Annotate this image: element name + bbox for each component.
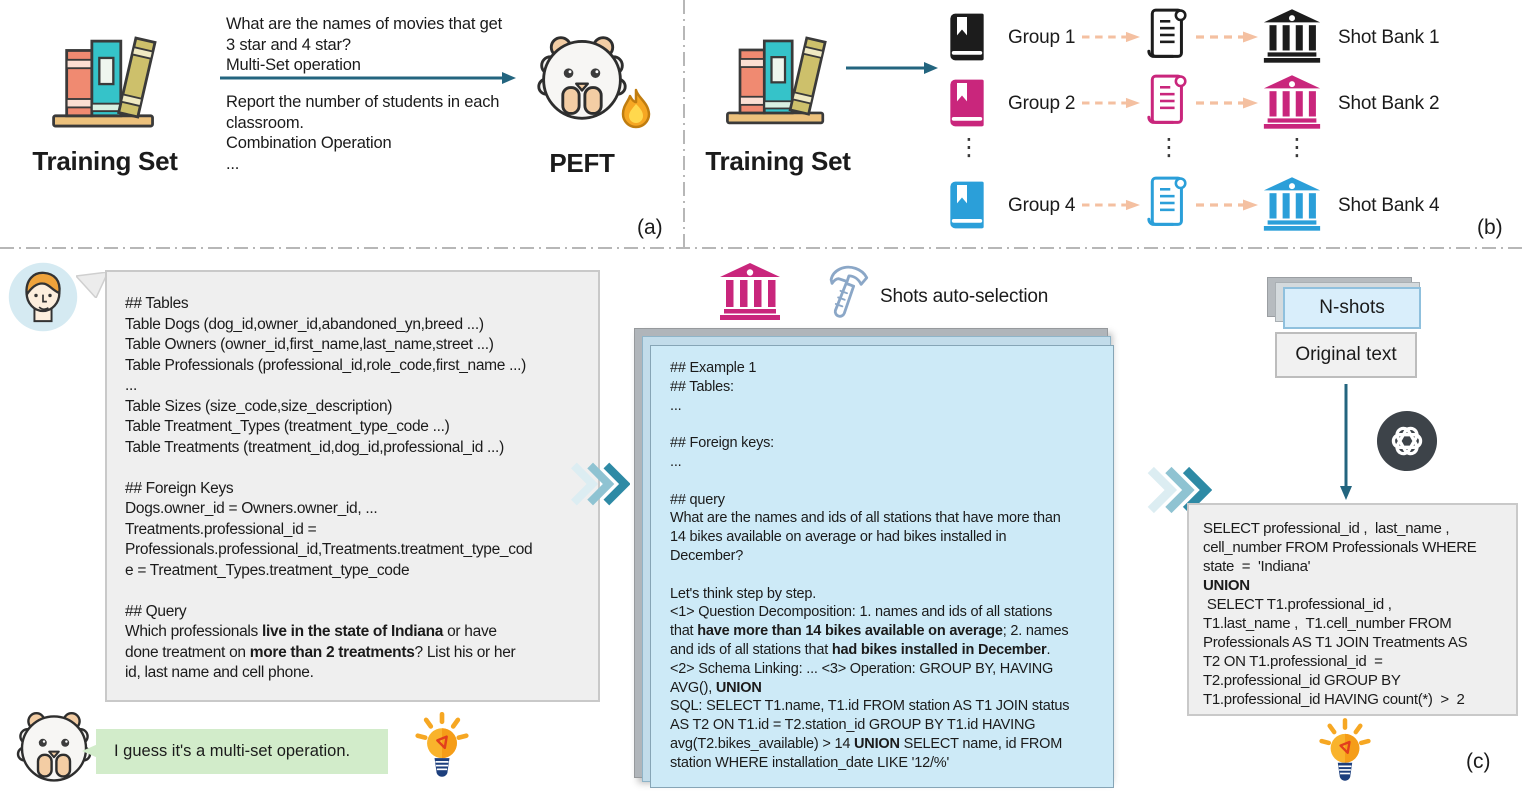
scroll-icon (1142, 6, 1190, 64)
training-set-books-icon-b (722, 24, 830, 129)
bank-icon (1262, 8, 1322, 63)
shot-bank-row-1 (940, 6, 1523, 70)
training-arrow-a (220, 71, 516, 85)
panel-divider-vertical (683, 0, 685, 248)
dashed-arrow-icon (1196, 199, 1258, 211)
hamster-peft-icon (534, 30, 630, 124)
ellipsis-banks: ⋮ (1285, 134, 1309, 161)
group-book-icon (942, 10, 992, 64)
training-set-label-a: Training Set (32, 146, 178, 176)
shot-bank-row-4 (940, 174, 1523, 238)
gpt-input-arrow (1338, 384, 1354, 500)
panel-c-tag: (c) (1466, 750, 1491, 773)
scroll-icon (1142, 174, 1190, 232)
shots-auto-selection-label: Shots auto-selection (880, 286, 1049, 307)
prompt-box: ## Tables Table Dogs (dog_id,owner_id,abandoned_yn,breed ...) Table Owners (owner_id,first_name,last_name,street ...) Table Professionals (professional_id,role_code,first_name ...) ... Table Sizes (size_code,size_description) Table Treatment_Types (treatment_type_code ...) Table Treatments (treatment_id,dog_id,professional_id ...) ## Foreign Keys Dogs.owner_id = Owners.owner_id, ... Treatments.professional_id = Professionals.professional_id,Treatments.treatment_type_cod e = Treatment_Types.treatment_type_code ## Query Which professionals live in the state of Indiana or have done treatment on more than 2 treatments? List his or her id, last name and cell phone. (105, 270, 600, 702)
group-label: Group 2 (1008, 93, 1076, 114)
lightbulb-icon-right (1318, 718, 1372, 784)
panel-divider-horizontal (0, 247, 1523, 249)
training-set-label-b: Training Set (705, 146, 851, 176)
user-avatar-icon (8, 262, 78, 332)
group-label: Group 4 (1008, 195, 1076, 216)
ellipsis-scrolls: ⋮ (1157, 134, 1181, 161)
shot-bank-label: Shot Bank 4 (1338, 195, 1440, 216)
bank-icon (1262, 176, 1322, 231)
dashed-arrow-icon (1082, 31, 1140, 43)
dashed-arrow-icon (1196, 97, 1258, 109)
gpt-logo-icon (1376, 410, 1438, 472)
training-arrow-b (846, 61, 938, 75)
shot-bank-selected-icon (718, 262, 782, 325)
chevrons-icon-left (568, 458, 630, 510)
shot-bank-label: Shot Bank 1 (1338, 27, 1440, 48)
dashed-arrow-icon (1196, 31, 1258, 43)
original-text-box: Original text (1275, 332, 1417, 378)
group-label: Group 1 (1008, 27, 1076, 48)
panel-b-tag: (b) (1477, 216, 1503, 239)
lightbulb-icon-left (414, 712, 470, 780)
scroll-icon (1142, 72, 1190, 130)
sql-output-box: SELECT professional_id , last_name , cell_number FROM Professionals WHERE state = 'Indiana' UNION SELECT T1.professional_id , T1.last_name , T1.cell_number FROM Professionals AS T1 JOIN Treatments AS T2 ON T1.professional_id = T2.professional_id GROUP BY T1.professional_id HAVING count(*) > 2 (1187, 503, 1518, 716)
hammer-icon (818, 258, 878, 320)
group-book-icon (942, 178, 992, 232)
flame-icon (618, 88, 654, 132)
dashed-arrow-icon (1082, 199, 1140, 211)
shot-bank-row-2 (940, 72, 1523, 136)
prompt-speech-tail (76, 272, 108, 298)
guess-box: I guess it's a multi-set operation. (96, 729, 388, 774)
n-shots-box: N-shots (1283, 287, 1421, 329)
example-card: ## Example 1 ## Tables: ... ## Foreign keys: ... ## query What are the names and ids of all stations that have more than 14 bikes available on average or had bikes installed in December? Let's think step by step. <1> Question Decomposition: 1. names and ids of all stations that have more than 14 bikes available on average; 2. names and ids of all stations that had bikes installed in December. <2> Schema Linking: ... <3> Operation: GROUP BY, HAVING AVG(), UNION SQL: SELECT T1.name, T1.id FROM station AS T1 JOIN status AS T2 ON T1.id = T2.station_id GROUP BY T1.id HAVING avg(T2.bikes_available) > 14 UNION SELECT name, id FROM station WHERE installation_date LIKE '12/%' (650, 345, 1114, 788)
dashed-arrow-icon (1082, 97, 1140, 109)
ellipsis-groups: ⋮ (957, 134, 981, 161)
panel-a-tag: (a) (637, 216, 663, 239)
bank-icon (1262, 74, 1322, 129)
shot-bank-label: Shot Bank 2 (1338, 93, 1440, 114)
training-set-books-icon-a (48, 24, 160, 132)
panel-a-sample-question-1: What are the names of movies that get 3 star and 4 star? Multi-Set operation (226, 15, 502, 74)
peft-label: PEFT (549, 148, 615, 178)
panel-a-sample-question-2: Report the number of students in each classroom. Combination Operation ... (226, 93, 500, 173)
group-book-icon (942, 76, 992, 130)
